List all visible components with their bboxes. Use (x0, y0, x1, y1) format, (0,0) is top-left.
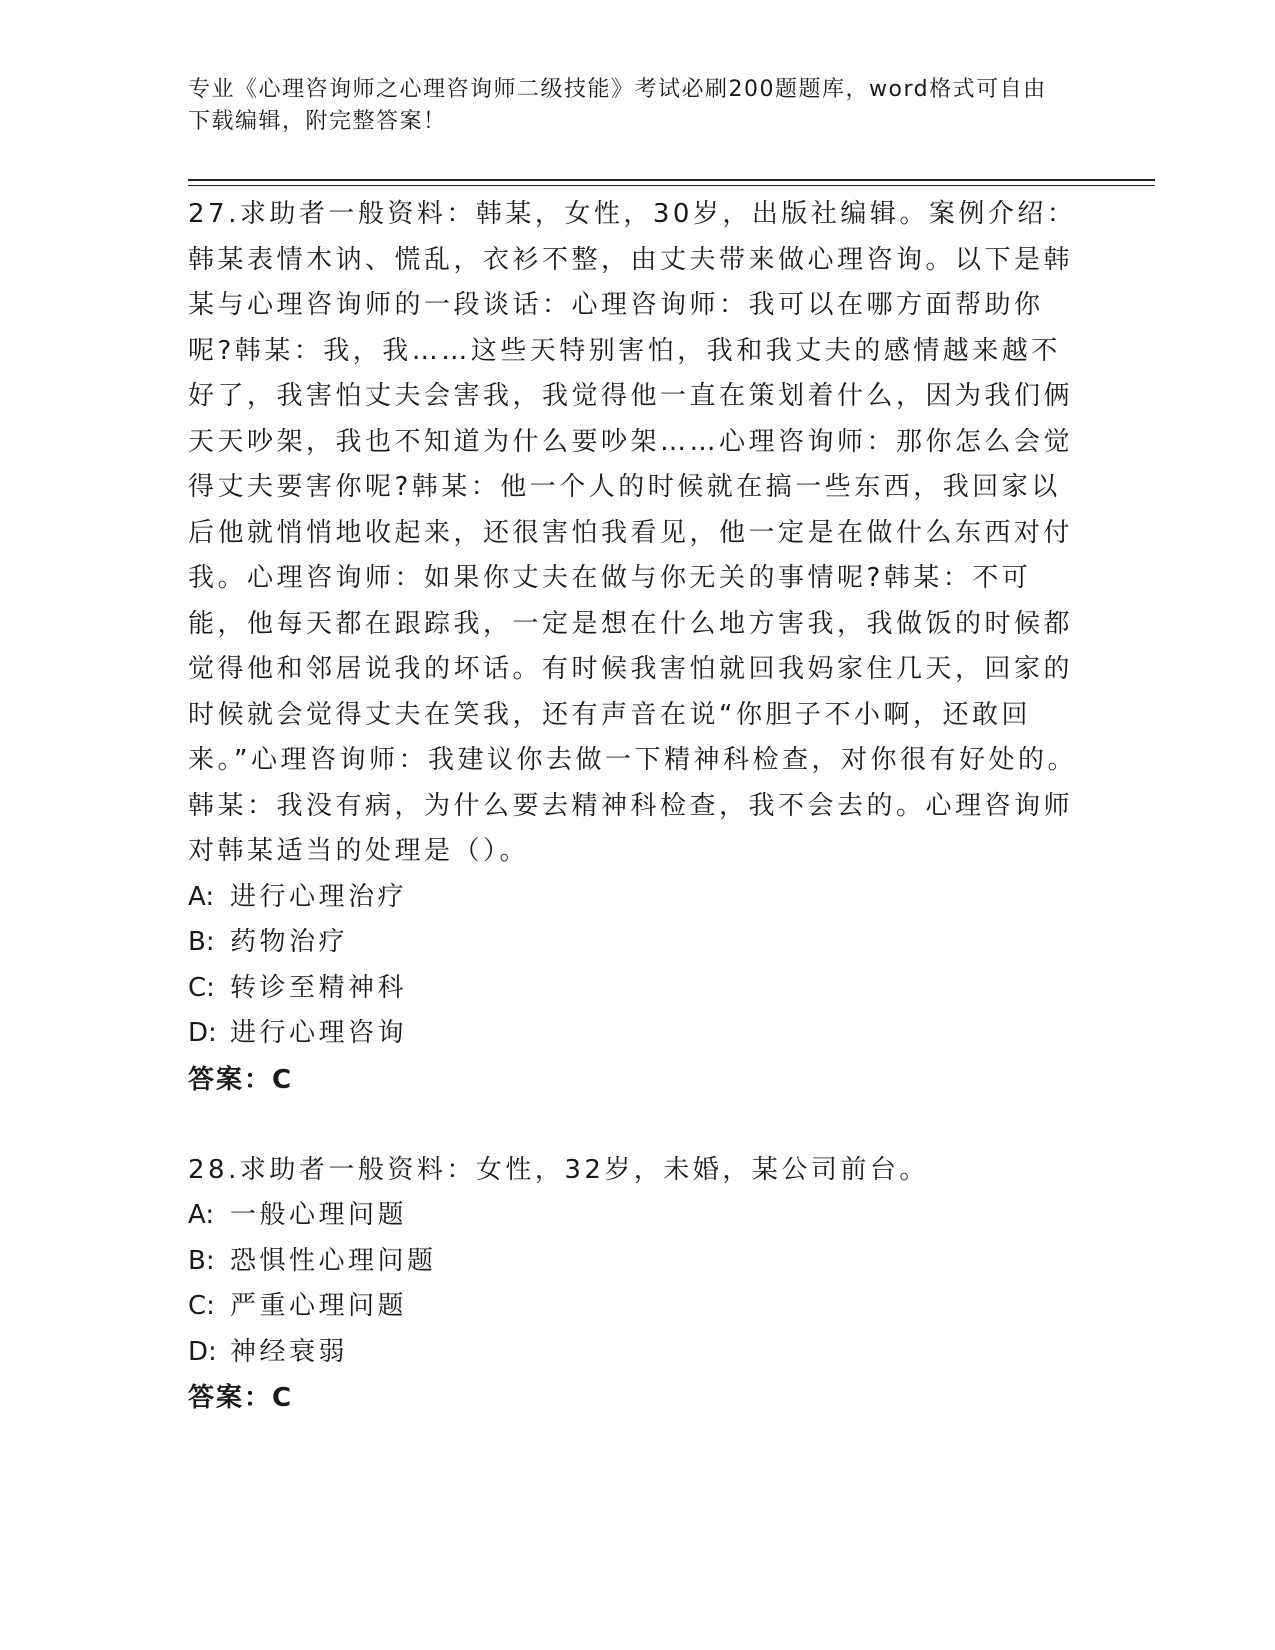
option-c (188, 1284, 1078, 1330)
option-text: 神经衰弱 (230, 1336, 349, 1367)
answer-line: 答案：C (188, 1064, 294, 1095)
option-key: C: (188, 972, 215, 1003)
option-key: B: (188, 927, 215, 957)
header-divider-thin (188, 185, 1155, 186)
question-27 (188, 192, 1078, 1103)
option-key: D: (188, 1336, 217, 1367)
header-divider (188, 179, 1155, 181)
option-key: A: (188, 881, 215, 912)
option-a (188, 875, 1078, 921)
option-b (188, 920, 1078, 966)
question-stem: 27.求助者一般资料：韩某，女性，30岁，出版社编辑。案例介绍：韩某表情木讷、慌乱，衣衫不整，由丈夫带来做心理咨询。以下是韩某与心理咨询师的一段谈话：心理咨询师：我可以在哪方面帮助你呢?韩某：我，我……这些天特别害怕，我和我丈夫的感情越来越不好了，我害怕丈夫会害我，我觉得他一直在策划着什么，因为我们俩天天吵架，我也不知道为什么要吵架……心理咨询师：那你怎么会觉得丈夫要害你呢?韩某：他一个人的时候就在搞一些东西，我回家以后他就悄悄地收起来，还很害怕我看见，他一定是在做什么东西对付我。心理咨询师：如果你丈夫在做与你无关的事情呢?韩某：不可能，他每天都在跟踪我，一定是想在什么地方害我，我做饭的时候都觉得他和邻居说我的坏话。有时候我害怕就回我妈家住几天，回家的时候就会觉得丈夫在笑我，还有声音在说“你胆子不小啊，还敢回来。”心理咨询师：我建议你去做一下精神科检查，对你很有好处的。韩某：我没有病，为什么要去精神科检查，我不会去的。心理咨询师对韩某适当的处理是（）。 (188, 199, 1077, 866)
question-spacer (188, 1103, 1078, 1148)
option-text: 进行心理咨询 (230, 1018, 408, 1048)
page-header: 专业《心理咨询师之心理咨询师二级技能》考试必刷200题题库，word格式可自由下载编辑，附完整答案！ (188, 77, 1047, 134)
option-key: B: (188, 1245, 215, 1276)
option-text: 一般心理问题 (230, 1200, 408, 1230)
option-b (188, 1239, 1078, 1285)
question-stem: 28.求助者一般资料：女性，32岁，未婚，某公司前台。 (188, 1154, 929, 1185)
question-28 (188, 1148, 1078, 1422)
option-key: D: (188, 1018, 217, 1048)
option-text: 进行心理治疗 (230, 881, 408, 912)
question-list (188, 192, 1078, 1421)
answer-line: 答案：C (188, 1383, 294, 1413)
option-key: C: (188, 1291, 215, 1321)
option-text: 药物治疗 (230, 927, 349, 957)
option-text: 转诊至精神科 (230, 972, 408, 1003)
option-d (188, 1330, 1078, 1376)
option-key: A: (188, 1200, 215, 1230)
option-a (188, 1193, 1078, 1239)
option-d (188, 1011, 1078, 1057)
option-c (188, 966, 1078, 1012)
option-text: 恐惧性心理问题 (230, 1245, 437, 1276)
option-text: 严重心理问题 (230, 1291, 408, 1321)
